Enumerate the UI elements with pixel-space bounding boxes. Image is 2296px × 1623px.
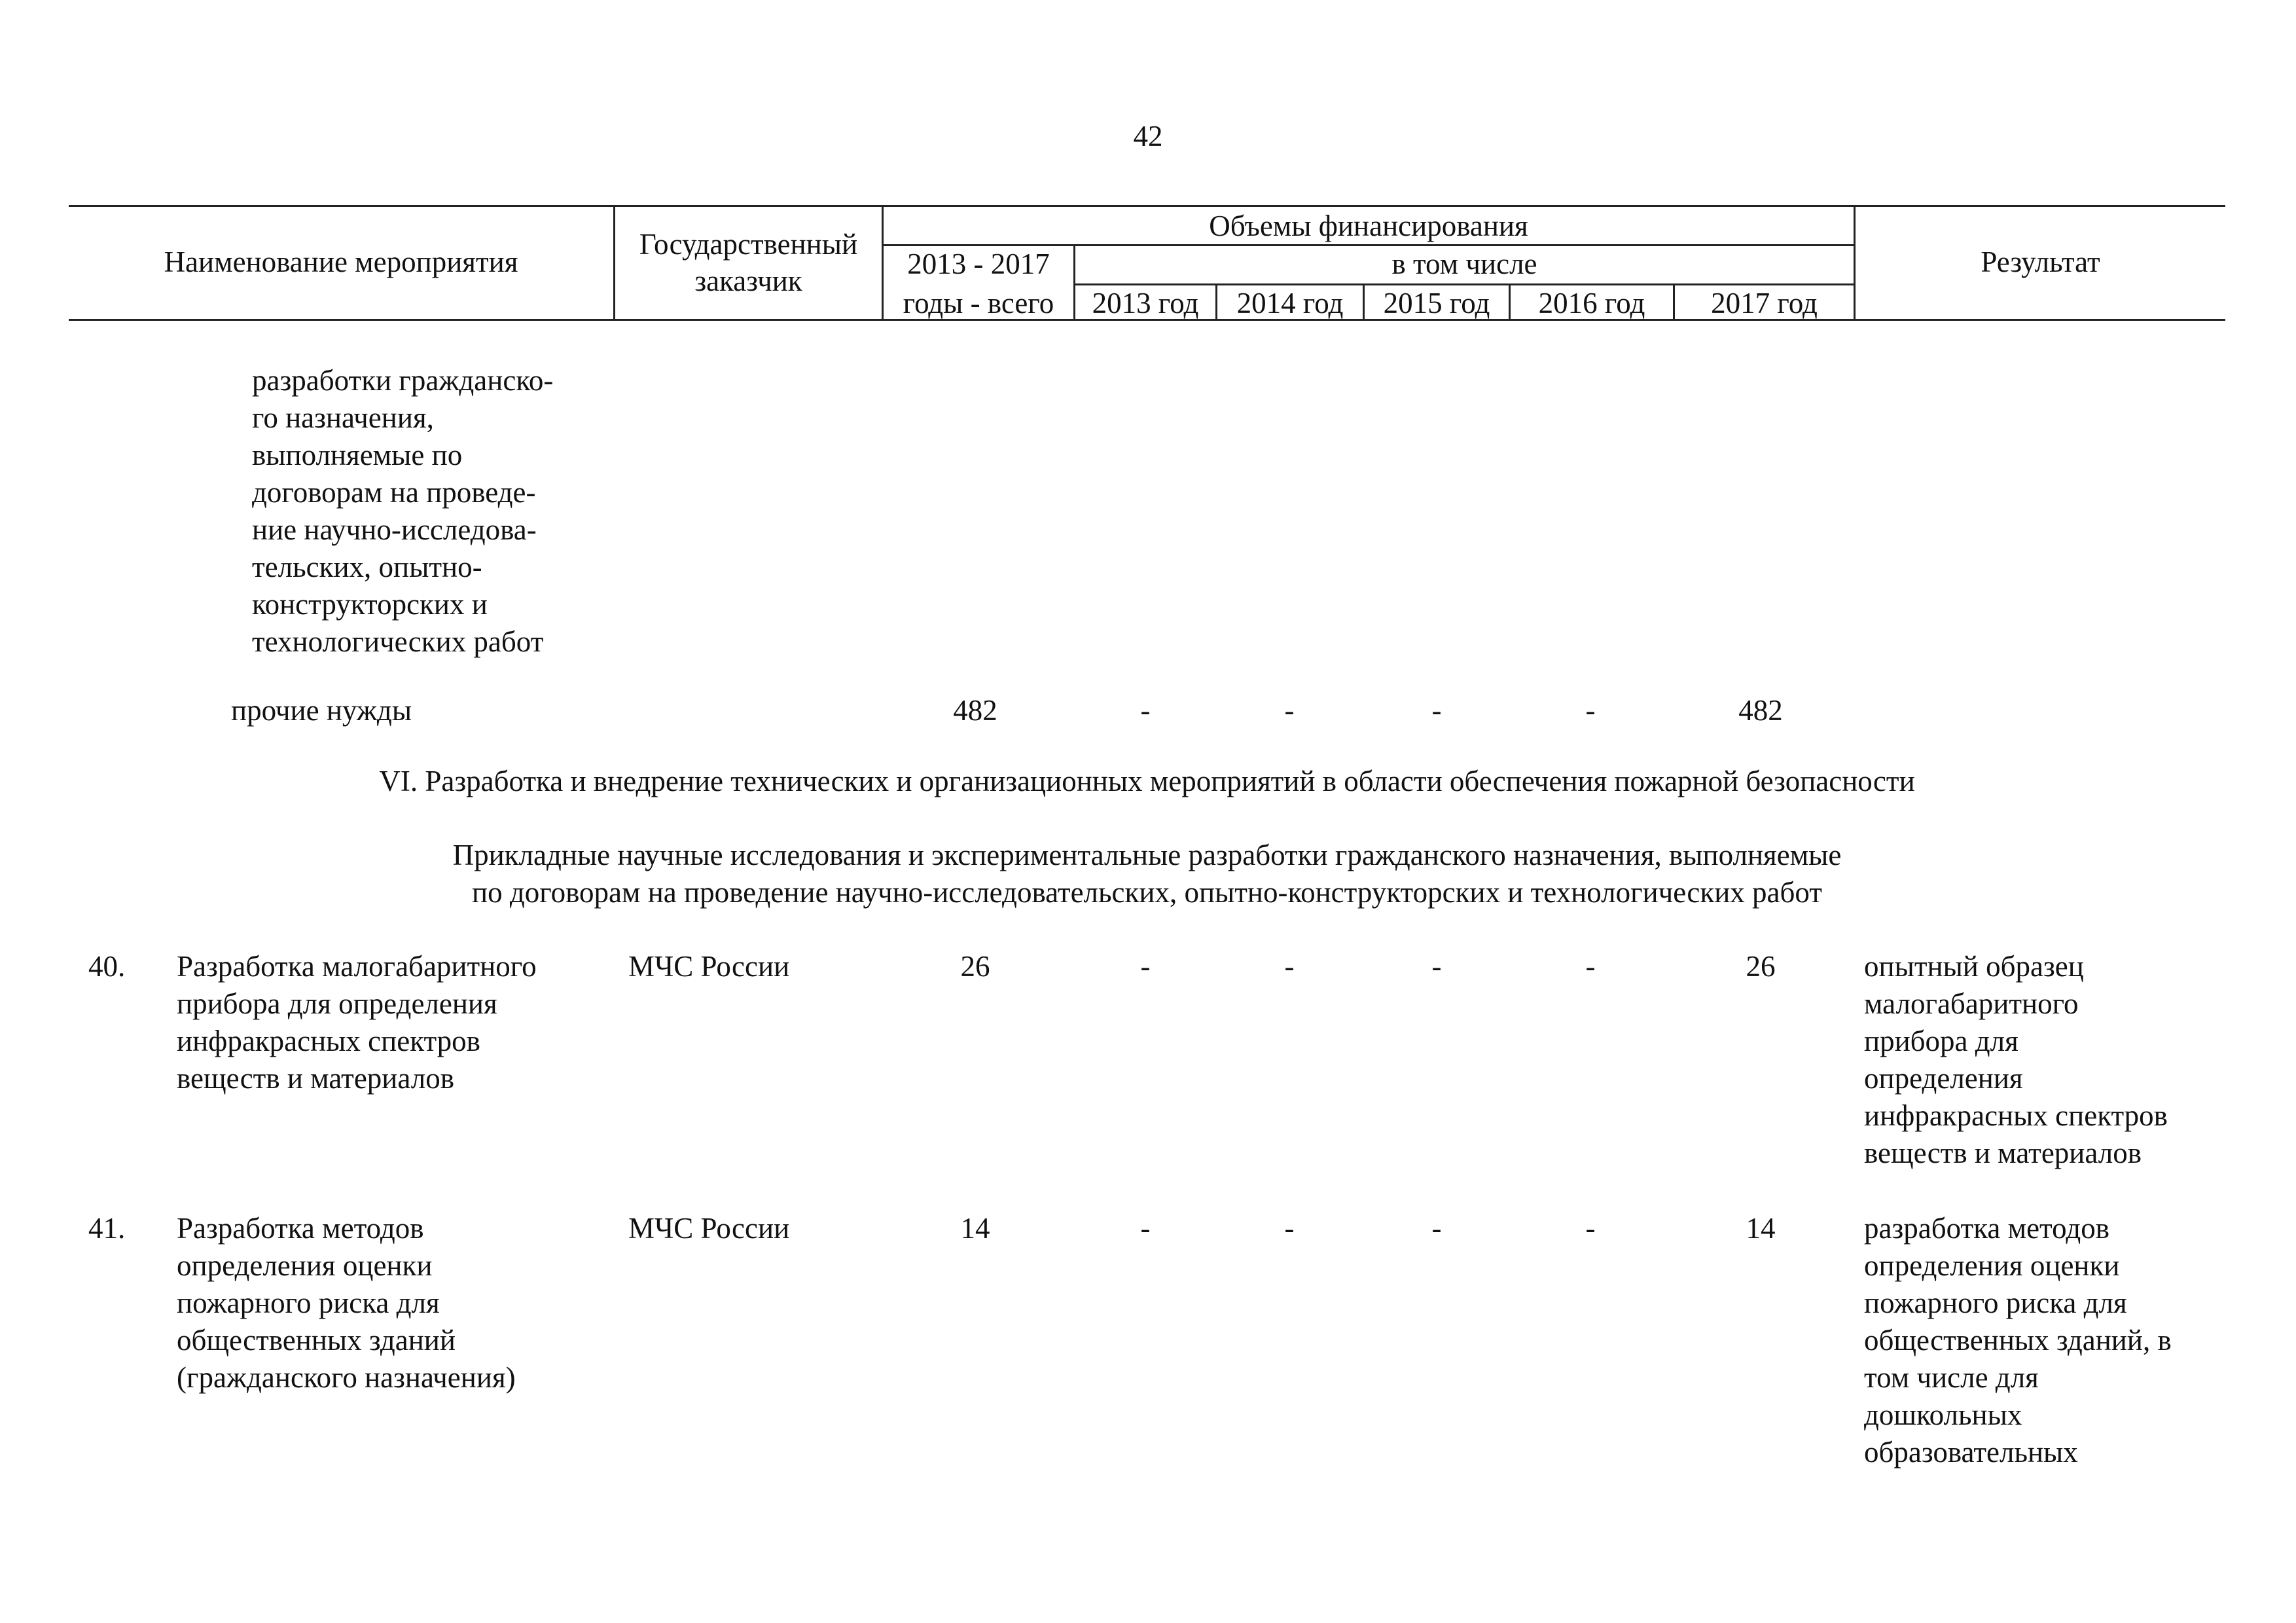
- header-year-2013: 2013 год: [1092, 287, 1199, 319]
- header-including: в том числе: [1391, 247, 1537, 280]
- header-total-suffix: годы - всего: [903, 287, 1054, 319]
- header-result: Результат: [1981, 246, 2100, 278]
- row-result: разработка методов определения оценки пожарного риска для общественных зданий, в том числе для дошкольных образовательных: [1864, 1212, 2172, 1468]
- row-name: Разработка методов определения оценки пожарного риска для общественных зданий (гражданского назначения): [177, 1212, 516, 1394]
- row-2014: -: [1284, 1212, 1295, 1245]
- other-needs-total: 482: [953, 694, 997, 727]
- row-2015: -: [1431, 950, 1442, 983]
- other-needs-label: прочие нужды: [231, 694, 412, 727]
- row-total: 14: [960, 1212, 990, 1245]
- other-needs-2017: 482: [1738, 694, 1783, 727]
- header-customer: Государственный заказчик: [639, 228, 858, 297]
- section-title: VI. Разработка и внедрение технических и организационных мероприятий в области обеспечения пожарной безопасности: [379, 765, 1915, 797]
- header-year-2015: 2015 год: [1383, 287, 1490, 319]
- row-customer: МЧС России: [628, 950, 790, 983]
- other-needs-2014: -: [1284, 694, 1295, 727]
- header-year-2017: 2017 год: [1711, 287, 1818, 319]
- row-total: 26: [960, 950, 990, 983]
- row-customer: МЧС России: [628, 1212, 790, 1245]
- page-number: 42: [1133, 120, 1163, 153]
- header-name: Наименование мероприятия: [164, 246, 518, 278]
- header-funding: Объемы финансирования: [1209, 210, 1528, 242]
- row-number: 40.: [88, 950, 126, 983]
- row-2015: -: [1431, 1212, 1442, 1245]
- header-total-period: 2013 - 2017: [907, 247, 1050, 280]
- header-year-2016: 2016 год: [1538, 287, 1645, 319]
- continuation-text: разработки гражданско- го назначения, выполняемые по договорам на проведе- ние научно-исследова- тельских, опытно- конструкторских и технологических работ: [252, 364, 554, 658]
- row-2013: -: [1140, 1212, 1151, 1245]
- row-2013: -: [1140, 950, 1151, 983]
- row-number: 41.: [88, 1212, 126, 1245]
- row-2014: -: [1284, 950, 1295, 983]
- row-2017: 26: [1746, 950, 1776, 983]
- row-result: опытный образец малогабаритного прибора для определения инфракрасных спектров веществ и материалов: [1864, 950, 2168, 1169]
- other-needs-2016: -: [1585, 694, 1596, 727]
- header-year-2014: 2014 год: [1236, 287, 1344, 319]
- row-2016: -: [1585, 1212, 1596, 1245]
- other-needs-2013: -: [1140, 694, 1151, 727]
- row-name: Разработка малогабаритного прибора для определения инфракрасных спектров веществ и материалов: [177, 950, 537, 1095]
- subsection-title: Прикладные научные исследования и экспериментальные разработки гражданского назначения, выполняемые по договорам на проведение научно-исследовательских, опытно-конструкторских и технологических работ: [452, 839, 1842, 909]
- row-2016: -: [1585, 950, 1596, 983]
- row-2017: 14: [1746, 1212, 1776, 1245]
- other-needs-2015: -: [1431, 694, 1442, 727]
- header-top-rule: [69, 205, 2225, 207]
